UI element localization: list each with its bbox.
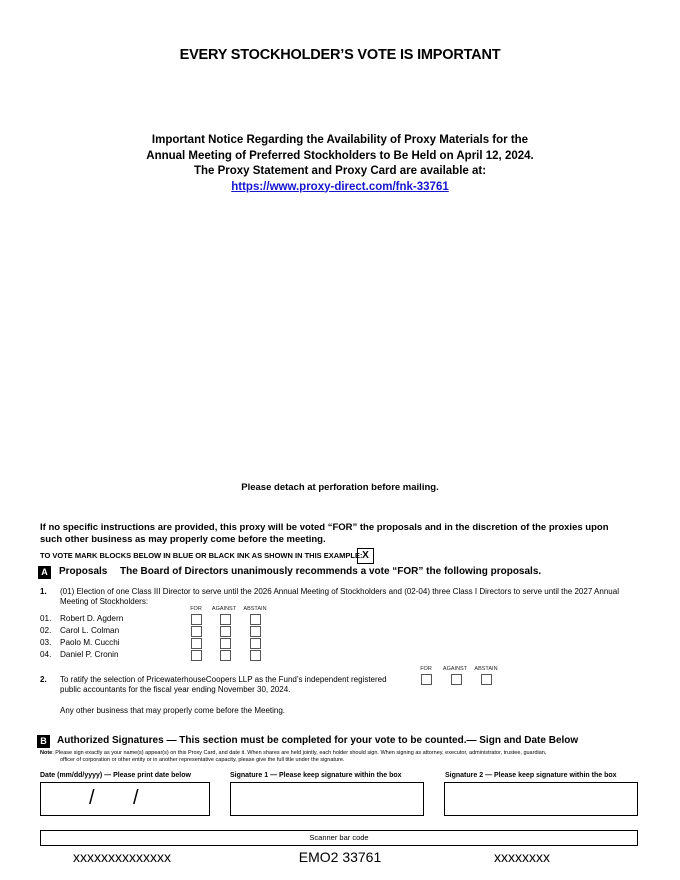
section-b-badge: B: [37, 735, 50, 748]
default-vote-instruction: [40, 522, 640, 545]
nominee-02-against-checkbox[interactable]: [220, 626, 231, 637]
proposal-2-against-checkbox[interactable]: [451, 674, 462, 685]
proposal-1-line-1: (01) Election of one Class III Director to serve until the 2026 Annual Meeting of Stockholders and (02-04) three Class I Directors to serve until the 2027 Annual: [60, 587, 619, 596]
notice-line-3: The Proxy Statement and Proxy Card are available at:: [193, 165, 487, 177]
date-field-box[interactable]: [40, 782, 210, 816]
nominee-01-against-checkbox[interactable]: [220, 614, 231, 625]
notice-line-2: Annual Meeting of Preferred Stockholders to Be Held on April 12, 2024.: [146, 149, 534, 162]
proposal-2-abstain-checkbox[interactable]: [481, 674, 492, 685]
note-label: Note: [40, 750, 53, 756]
proposal-1-against-header: AGAINST: [211, 606, 237, 612]
proposal-2-abstain-header: ABSTAIN: [474, 666, 498, 672]
section-b-heading: Authorized Signatures — This section must be completed for your vote to be counted.— Sign and Date Below: [57, 735, 579, 746]
nominee-name: Robert D. Agdern: [60, 614, 124, 623]
nominee-01-for-checkbox[interactable]: [191, 614, 202, 625]
instruction-line-1: If no specific instructions are provided, this proxy will be voted “FOR” the proposals and in the discretion of the proxies upon: [40, 522, 609, 533]
nominee-04-for-checkbox[interactable]: [191, 650, 202, 661]
proposal-1-line-2: Meeting of Stockholders:: [60, 596, 149, 606]
proposal-1-abstain-header: ABSTAIN: [243, 606, 267, 612]
proposal-1-number: 1.: [40, 587, 47, 596]
proposal-2-for-checkbox[interactable]: [421, 674, 432, 685]
marking-instruction: TO VOTE MARK BLOCKS BELOW IN BLUE OR BLACK INK AS SHOWN IN THIS EXAMPLE:: [40, 551, 363, 560]
nominee-02-for-checkbox[interactable]: [191, 626, 202, 637]
footer-left-code: xxxxxxxxxxxxxx: [73, 849, 171, 865]
signature-1-label: Signature 1 — Please keep signature within the box: [230, 772, 402, 779]
date-separator: /: [133, 787, 139, 809]
footer-control-number: EMO2 33761: [298, 849, 382, 865]
nominee-03-for-checkbox[interactable]: [191, 638, 202, 649]
note-line-1: : Please sign exactly as your name(s) appear(s) on this Proxy Card, and date it. When shares are held jointly, each holder should sign. When signing as attorney, executor, administrator, trustee, guardian,: [52, 750, 547, 756]
proposal-2-line-2: public accountants for the fiscal year ending November 30, 2024.: [60, 684, 291, 694]
proxy-notice: [0, 133, 680, 195]
date-field-label: Date (mm/dd/yyyy) — Please print date below: [40, 772, 191, 779]
proposal-2-line-1: To ratify the selection of PricewaterhouseCoopers LLP as the Fund’s independent registered: [60, 675, 387, 684]
scanner-bar-code: Scanner bar code: [40, 830, 638, 846]
nominee-02-abstain-checkbox[interactable]: [250, 626, 261, 637]
example-mark-box: X: [357, 548, 374, 564]
proposal-1-text: [60, 587, 640, 606]
nominee-name: Carol L. Colman: [60, 626, 120, 635]
proposal-2-number: 2.: [40, 675, 47, 684]
proposal-2-for-header: FOR: [420, 666, 432, 672]
proposal-1-for-header: FOR: [190, 606, 202, 612]
proxy-materials-link[interactable]: https://www.proxy-direct.com/fnk-33761: [231, 180, 449, 193]
page-title: EVERY STOCKHOLDER’S VOTE IS IMPORTANT: [179, 47, 501, 63]
signature-2-box[interactable]: [444, 782, 638, 816]
nominee-name: Paolo M. Cucchi: [60, 638, 120, 647]
other-business-text: Any other business that may properly come before the Meeting.: [60, 706, 286, 715]
signature-1-box[interactable]: [230, 782, 424, 816]
nominee-number: 03.: [40, 638, 52, 647]
nominee-number: 02.: [40, 626, 52, 635]
notice-line-1: Important Notice Regarding the Availability of Proxy Materials for the: [151, 134, 529, 146]
nominee-04-abstain-checkbox[interactable]: [250, 650, 261, 661]
nominee-name: Daniel P. Cronin: [60, 650, 119, 659]
note-line-2: officer of corporation or other entity or in another representative capacity, please give the full title under the signature.: [60, 757, 345, 763]
nominee-03-against-checkbox[interactable]: [220, 638, 231, 649]
instruction-line-2: such other business as may properly come before the meeting.: [40, 533, 326, 545]
nominee-03-abstain-checkbox[interactable]: [250, 638, 261, 649]
nominee-number: 04.: [40, 650, 52, 659]
nominee-number: 01.: [40, 614, 52, 623]
nominee-04-against-checkbox[interactable]: [220, 650, 231, 661]
proposal-2-against-header: AGAINST: [442, 666, 468, 672]
signing-note: [40, 750, 638, 764]
footer-right-code: xxxxxxxx: [494, 849, 550, 865]
signature-2-label: Signature 2 — Please keep signature within the box: [445, 772, 617, 779]
detach-instruction: Please detach at perforation before mailing.: [241, 482, 439, 493]
section-a-label: Proposals: [59, 566, 108, 577]
section-a-badge: A: [38, 566, 51, 579]
nominee-01-abstain-checkbox[interactable]: [250, 614, 261, 625]
date-separator: /: [89, 787, 95, 809]
proposal-2-text: [60, 675, 410, 694]
section-a-heading: The Board of Directors unanimously recommends a vote “FOR” the following proposals.: [120, 566, 542, 577]
